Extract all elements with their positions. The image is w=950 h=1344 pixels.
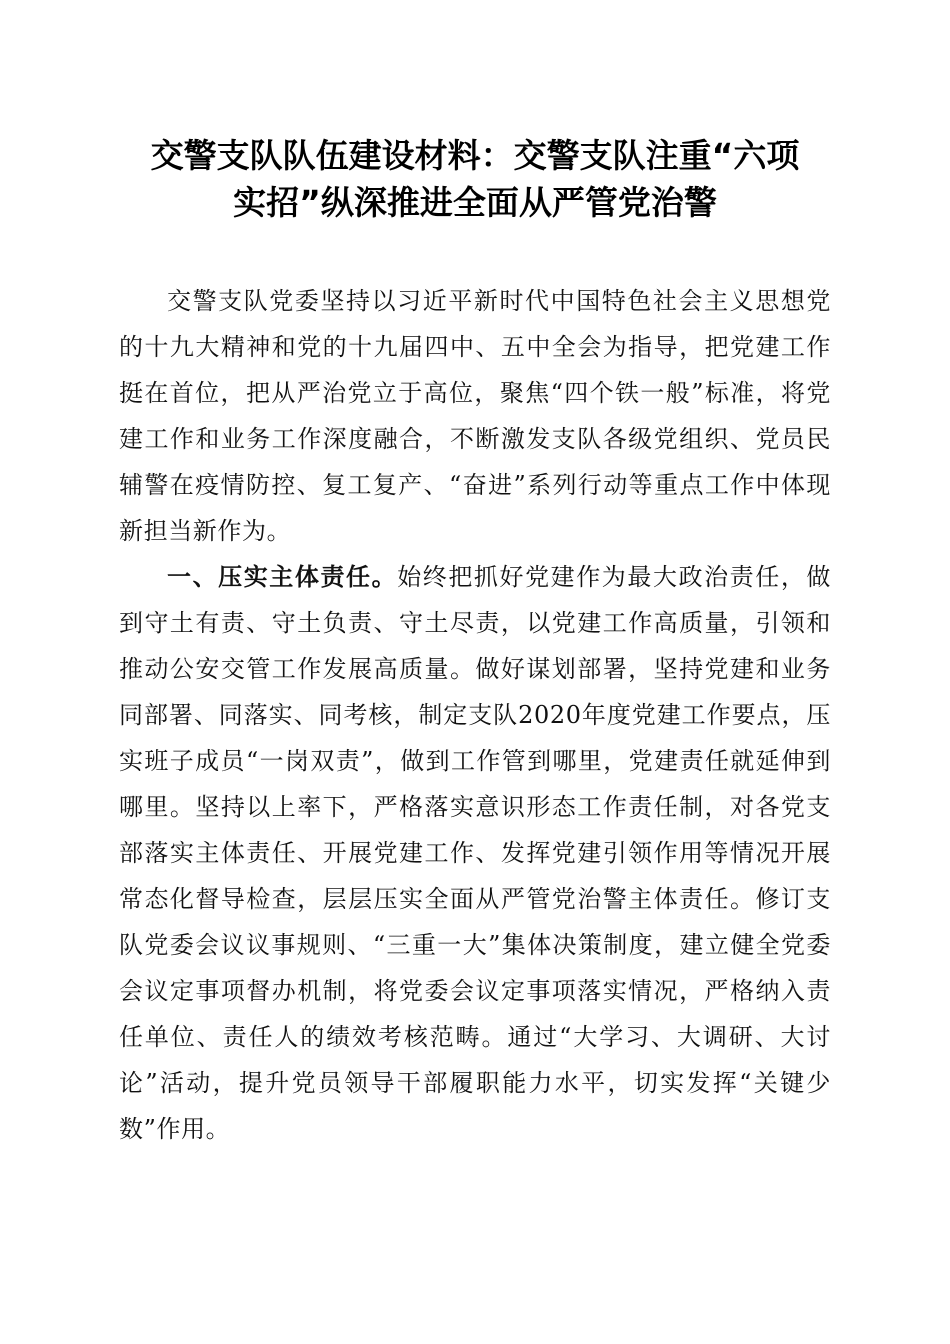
section-1-heading: 一、压实主体责任。 — [167, 563, 398, 591]
document-title — [100, 132, 850, 226]
section-1-paragraph — [119, 554, 831, 1152]
intro-paragraph: 交警支队党委坚持以习近平新时代中国特色社会主义思想党的十九大精神和党的十九届四中、五中全会为指导，把党建工作挺在首位，把从严治党立于高位，聚焦“四个铁一般”标准，将党建工作和业务工作深度融合，不断激发支队各级党组织、党员民辅警在疫情防控、复工复产、“奋进”系列行动等重点工作中体现新担当新作为。 — [119, 287, 831, 545]
title-line-1: 交警支队队伍建设材料：交警支队注重“六项 — [150, 136, 800, 175]
title-line-2: 实招”纵深推进全面从严管党治警 — [233, 183, 717, 222]
section-1-text: 始终把抓好党建作为最大政治责任，做到守土有责、守土负责、守土尽责，以党建工作高质量，引领和推动公安交管工作发展高质量。做好谋划部署，坚持党建和业务同部署、同落实、同考核，制定支队2020年度党建工作要点，压实班子成员“一岗双责”，做到工作管到哪里，党建责任就延伸到哪里。坚持以上率下，严格落实意识形态工作责任制，对各党支部落实主体责任、开展党建工作、发挥党建引领作用等情况开展常态化督导检查，层层压实全面从严管党治警主体责任。修订支队党委会议议事规则、“三重一大”集体决策制度，建立健全党委会议定事项督办机制，将党委会议定事项落实情况，严格纳入责任单位、责任人的绩效考核范畴。通过“大学习、大调研、大讨论”活动，提升党员领导干部履职能力水平，切实发挥“关键少数”作用。 — [119, 563, 831, 1143]
document-body — [119, 278, 831, 1152]
